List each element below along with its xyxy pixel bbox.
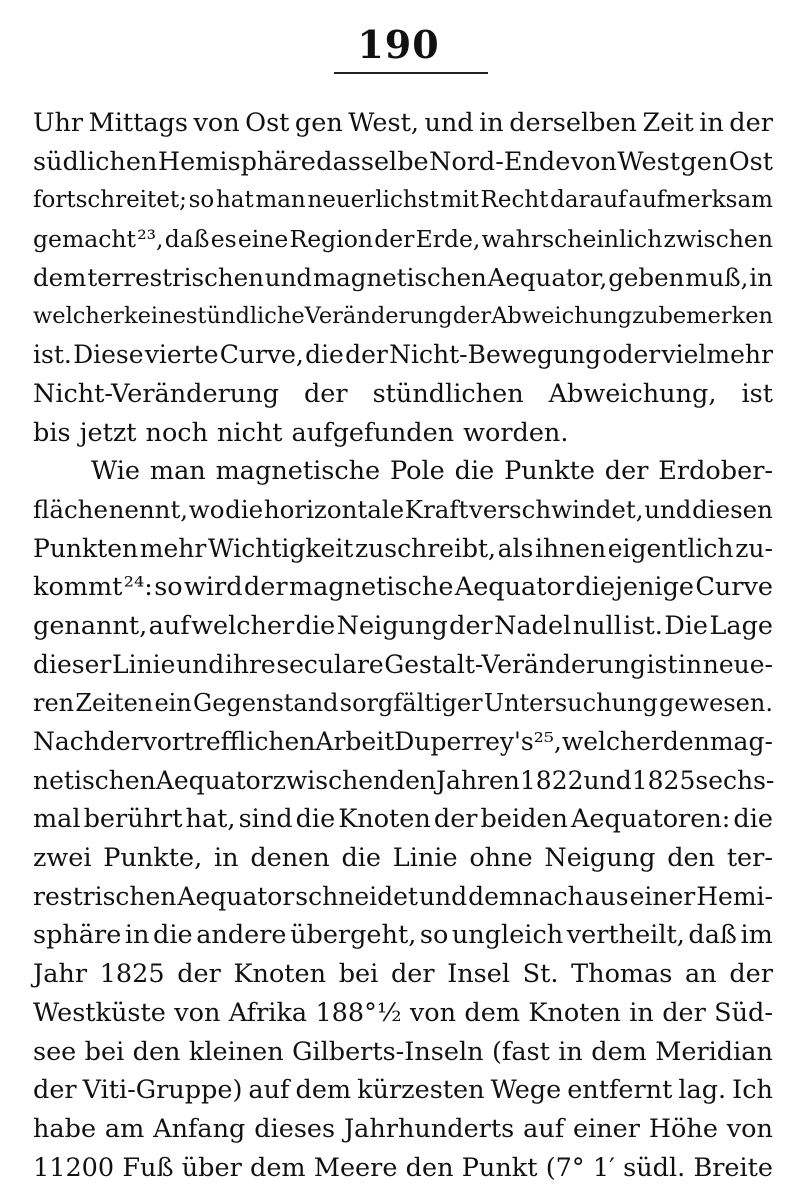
- text-line-23: Jahr 1825 der Knoten bei der Insel St. Thomas an der: [33, 959, 773, 990]
- body-text: [33, 104, 773, 1187]
- text-line-1: Uhr Mittags von Ost gen West, und in derselben Zeit in der: [33, 108, 773, 138]
- text-line-2: südlichen Hemisphäre dasselbe Nord-Ende von West gen Ost: [33, 146, 773, 177]
- text-line-28: 11200 Fuß über dem Meere den Punkt (7° 1′ südl. Breite: [33, 1152, 773, 1183]
- text-line-21: restrischen Aequator schneidet und demnach aus einer Hemi-: [33, 881, 773, 911]
- text-line-9: bis jetzt noch nicht aufgefunden worden.: [33, 417, 569, 448]
- header-rule: [334, 72, 488, 74]
- text-line-20: zwei Punkte, in denen die Linie ohne Neigung den ter-: [33, 843, 773, 874]
- text-line-4: gemacht ²³, daß es eine Region der Erde, wahrscheinlich zwischen: [33, 225, 773, 254]
- text-line-14: genannt, auf welcher die Neigung der Nadel null ist. Die Lage: [33, 610, 773, 641]
- text-line-8: Nicht-Veränderung der stündlichen Abweichung, ist: [33, 378, 773, 409]
- text-line-3: fortschreitet; so hat man neuerlichst mit Recht darauf aufmerksam: [33, 187, 773, 214]
- text-line-5: dem terrestrischen und magnetischen Aequator, geben muß, in: [33, 262, 773, 292]
- text-line-13: kommt ²⁴: so wird der magnetische Aequator diejenige Curve: [33, 572, 773, 603]
- text-line-25: see bei den kleinen Gilberts-Inseln (fast in dem Meridian: [33, 1036, 773, 1067]
- text-line-15: dieser Linie und ihre seculare Gestalt-Veränderung ist in neue-: [33, 649, 773, 679]
- text-line-6: welcher keine stündliche Veränderung der Abweichung zu bemerken: [33, 303, 774, 330]
- text-line-26: der Viti-Gruppe) auf dem kürzesten Wege entfernt lag. Ich: [33, 1075, 773, 1106]
- text-line-22: sphäre in die andere übergeht, so ungleich vertheilt, daß im: [33, 920, 773, 951]
- text-line-16: ren Zeiten ein Gegenstand sorgfältiger Untersuchung gewesen.: [33, 689, 773, 718]
- text-line-7: ist. Diese vierte Curve, die der Nicht-Bewegung oder vielmehr: [33, 340, 773, 370]
- text-line-27: habe am Anfang dieses Jahrhunderts auf einer Höhe von: [33, 1113, 773, 1144]
- text-line-11: fläche nennt, wo die horizontale Kraft verschwindet, und diesen: [33, 494, 773, 524]
- page-number: 190: [357, 22, 440, 67]
- text-line-10: Wie man magnetische Pole die Punkte der Erdober-: [91, 456, 773, 487]
- text-line-12: Punkten mehr Wichtigkeit zuschreibt, als ihnen eigentlich zu-: [33, 533, 773, 563]
- text-line-18: netischen Aequator zwischen den Jahren 1822 und 1825 sechs-: [33, 765, 775, 795]
- text-line-19: mal berührt hat, sind die Knoten der beiden Aequatoren: die: [33, 804, 773, 835]
- text-line-17: Nach der vortrefflichen Arbeit Duperrey's ²⁵, welcher den mag-: [33, 727, 773, 756]
- text-line-24: Westküste von Afrika 188°½ von dem Knoten in der Süd-: [33, 997, 773, 1028]
